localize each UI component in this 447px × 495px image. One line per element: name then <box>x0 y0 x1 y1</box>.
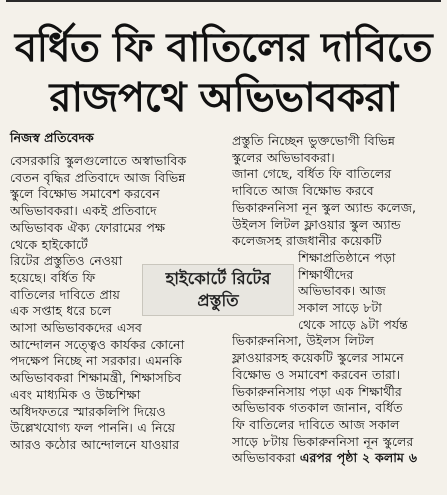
left-line: অভিভাবকরা। একই প্রতিবাদে <box>10 203 157 219</box>
left-wrap-line: হয়েছে। বর্ধিত ফি <box>10 269 96 285</box>
right-wrap-line: অভিভাবক। আজ <box>298 283 386 299</box>
left-line: পদক্ষেপ নিচ্ছে না সরকার। এমনকি <box>10 353 182 369</box>
subheading-box <box>142 264 294 316</box>
left-line: অভিভাবকরা শিক্ষামন্ত্রী, শিক্ষাসচিব <box>10 370 182 386</box>
right-line: কলেজসহ রাজধানীর কয়েকটি <box>232 233 382 249</box>
right-line: ফ্লাওয়ারসহ কয়েকটি স্কুলের সামনে <box>232 350 404 366</box>
right-line: উইলস লিটল ফ্লাওয়ার স্কুল অ্যান্ড <box>232 216 401 232</box>
right-line: ভিকারুননিসা নূন স্কুল অ্যান্ড কলেজ, <box>232 199 417 215</box>
right-line: দাবিতে আজ বিক্ষোভ করবে <box>232 183 374 199</box>
left-line: বেসরকারি স্কুলগুলোতে অস্বাভাবিক <box>10 153 187 168</box>
right-line: অভিভাবক গতকাল জানান, বর্ধিত <box>232 400 403 416</box>
left-wrap-line: রিটের প্রস্তুতিও নেওয়া <box>10 253 123 269</box>
subheading-line-1: হাইকোর্টে রিটের <box>165 269 271 288</box>
right-wrap-line: শিক্ষার্থীদের <box>298 266 354 282</box>
right-line: সাড়ে ৮টায় ভিকারুননিসা নূন স্কুলের <box>232 433 414 449</box>
right-wrap-line: থেকে সাড়ে ৯টা পর্যন্ত <box>298 316 408 332</box>
byline: নিজস্ব প্রতিবেদক <box>10 130 94 145</box>
right-line: বিক্ষোভ ও সমাবেশ করবেন তারা। <box>232 366 401 382</box>
right-line: ফি বাতিলের দাবিতে আজ সকাল <box>232 416 400 432</box>
left-line: এবং মাধ্যমিক ও উচ্চশিক্ষা <box>10 386 141 402</box>
headline-line-1: বর্ধিত ফি বাতিলের দাবিতে <box>14 25 433 71</box>
right-line: প্রস্তুতি নিচ্ছেন ভুক্তভোগী বিভিন্ন <box>232 133 395 148</box>
left-line: আন্দোলন সত্ত্বেও কার্যকর কোনো <box>10 336 185 352</box>
left-wrap-line: এক সপ্তাহ ধরে চলে <box>10 303 112 319</box>
right-wrap-line: সকাল সাড়ে ৮টা <box>298 300 382 316</box>
continuation-line <box>232 450 439 467</box>
right-line: স্কুলের অভিভাবকরা। <box>232 149 335 165</box>
jump-reference[interactable]: এরপর পৃষ্ঠা ২ কলাম ৬ <box>299 450 418 466</box>
left-line: অধিদফতরে স্মারকলিপি দিয়েও <box>10 403 166 419</box>
left-line: উল্লেখযোগ্য ফল পাননি। এ নিয়ে <box>10 420 176 436</box>
left-line: বেতন বৃদ্ধির প্রতিবাদে আজ বিভিন্ন <box>10 169 186 185</box>
left-wrap-line: বাতিলের দাবিতে প্রায় <box>10 286 120 302</box>
subheading-line-2: প্রস্তুতি <box>197 291 239 310</box>
left-line: অভিভাবক ঐক্য ফোরামের পক্ষ <box>10 219 166 235</box>
left-line: আরও কঠোর আন্দোলনে যাওয়ার <box>10 436 180 452</box>
left-wrap-line: থেকে হাইকোর্টে <box>10 236 88 252</box>
headline-line-2: রাজপথে অভিভাবকরা <box>49 75 398 121</box>
right-line: ভিকারুননিসা, উইলস লিটল <box>232 333 375 349</box>
right-line: ভিকারুননিসায় পড়া এক শিক্ষার্থীর <box>232 383 402 399</box>
left-line: আসা অভিভাবকদের এসব <box>10 320 142 336</box>
top-rule <box>6 0 441 2</box>
right-wrap-line: শিক্ষাপ্রতিষ্ঠানে পড়া <box>298 249 396 265</box>
right-line: জানা গেছে, বর্ধিত ফি বাতিলের <box>232 166 392 182</box>
left-line: স্কুলে বিক্ষোভ সমাবেশ করবেন <box>10 186 160 202</box>
continuation-lead: অভিভাবকরা <box>232 450 296 466</box>
